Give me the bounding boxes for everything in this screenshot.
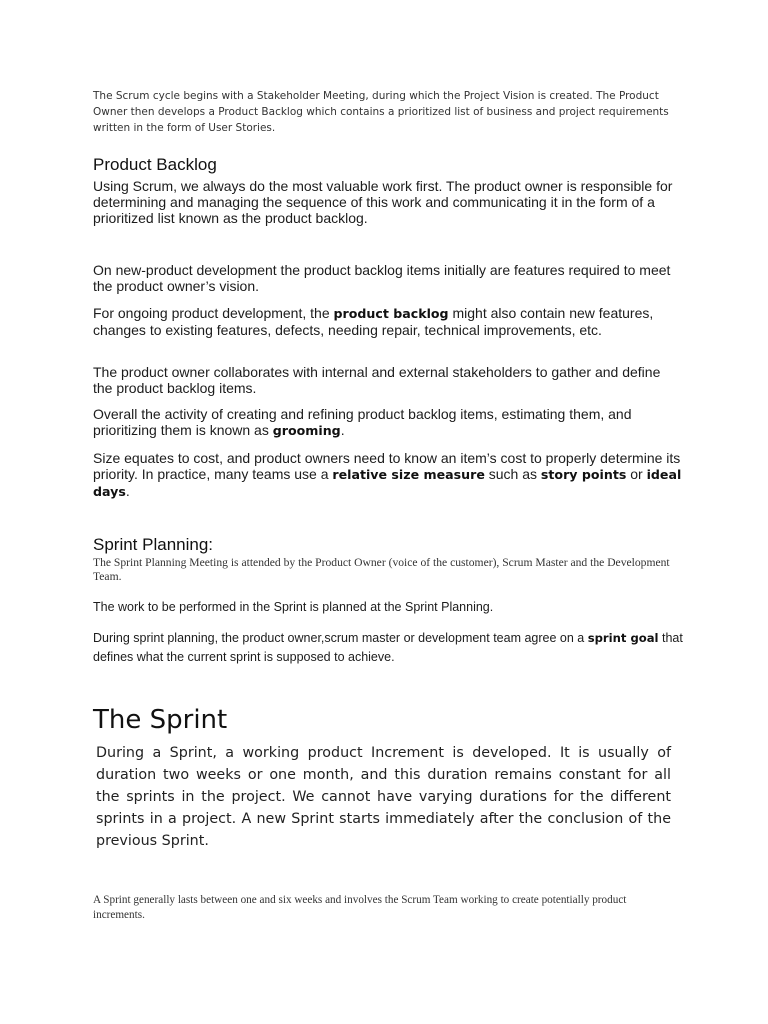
product-backlog-heading: Product Backlog bbox=[93, 155, 217, 174]
product-backlog-paragraph-4: The product owner collaborates with internal and external stakeholders to gather and define the product backlog items. bbox=[93, 364, 661, 396]
text-run: During sprint planning, the product owner,scrum master or development team agree on a bbox=[93, 631, 588, 645]
the-sprint-note: A Sprint generally lasts between one and six weeks and involves the Scrum Team working to create potentially product increments. bbox=[93, 894, 627, 921]
bold-term-sprint-goal: sprint goal bbox=[587, 631, 659, 645]
product-backlog-paragraph-6 bbox=[93, 450, 683, 500]
intro-paragraph: The Scrum cycle begins with a Stakeholder Meeting, during which the Project Vision is created. The Product Owner then develops a Product Backlog which contains a prioritized list of business and project requirements written in the form of User Stories. bbox=[93, 90, 669, 134]
product-backlog-paragraph-3 bbox=[93, 305, 673, 338]
bold-term-ideal-days: ideal days bbox=[93, 467, 682, 499]
bold-term-relative-size-measure: relative size measure bbox=[332, 467, 485, 482]
bold-term-product-backlog: product backlog bbox=[333, 306, 449, 321]
sprint-planning-paragraph-3 bbox=[93, 629, 683, 666]
sprint-planning-heading: Sprint Planning: bbox=[93, 535, 214, 554]
sprint-planning-paragraph-2: The work to be performed in the Sprint is planned at the Sprint Planning. bbox=[93, 600, 494, 614]
product-backlog-paragraph-2: On new-product development the product backlog items initially are features required to meet the product owner’s vision. bbox=[93, 262, 671, 294]
product-backlog-paragraph-5 bbox=[93, 406, 683, 439]
text-run: For ongoing product development, the bbox=[93, 305, 334, 321]
the-sprint-paragraph: During a Sprint, a working product Increment is developed. It is usually of duration two weeks or one month, and this duration remains constant for all the sprints in the project. We cannot have varying durations for the different sprints in a project. A new Sprint starts immediately after the conclusion of the previous Sprint. bbox=[96, 745, 671, 849]
the-sprint-heading: The Sprint bbox=[93, 705, 228, 735]
text-run: or bbox=[626, 466, 647, 482]
text-run: such as bbox=[484, 466, 541, 482]
text-run: Size equates to cost, and product owners need to know an item’s cost to properly determine its priority. In practice, many teams use a bbox=[93, 450, 681, 482]
text-run: . bbox=[340, 422, 345, 438]
text-run: might also contain new features, changes to existing features, defects, needing repair, technical improvements, etc. bbox=[93, 305, 654, 338]
bold-term-story-points: story points bbox=[540, 467, 627, 482]
sprint-planning-paragraph-1: The Sprint Planning Meeting is attended by the Product Owner (voice of the customer), Scrum Master and the Development Team. bbox=[93, 556, 670, 583]
text-run: . bbox=[125, 483, 130, 499]
bold-term-grooming: grooming bbox=[272, 423, 341, 438]
text-run: Overall the activity of creating and refining product backlog items, estimating them, and prioritizing them is known as bbox=[93, 406, 632, 438]
product-backlog-paragraph-1: Using Scrum, we always do the most valuable work first. The product owner is responsible for determining and managing the sequence of this work and communicating it in the form of a prioritized list known as the product backlog. bbox=[93, 178, 673, 226]
text-run: that defines what the current sprint is supposed to achieve. bbox=[93, 631, 683, 664]
